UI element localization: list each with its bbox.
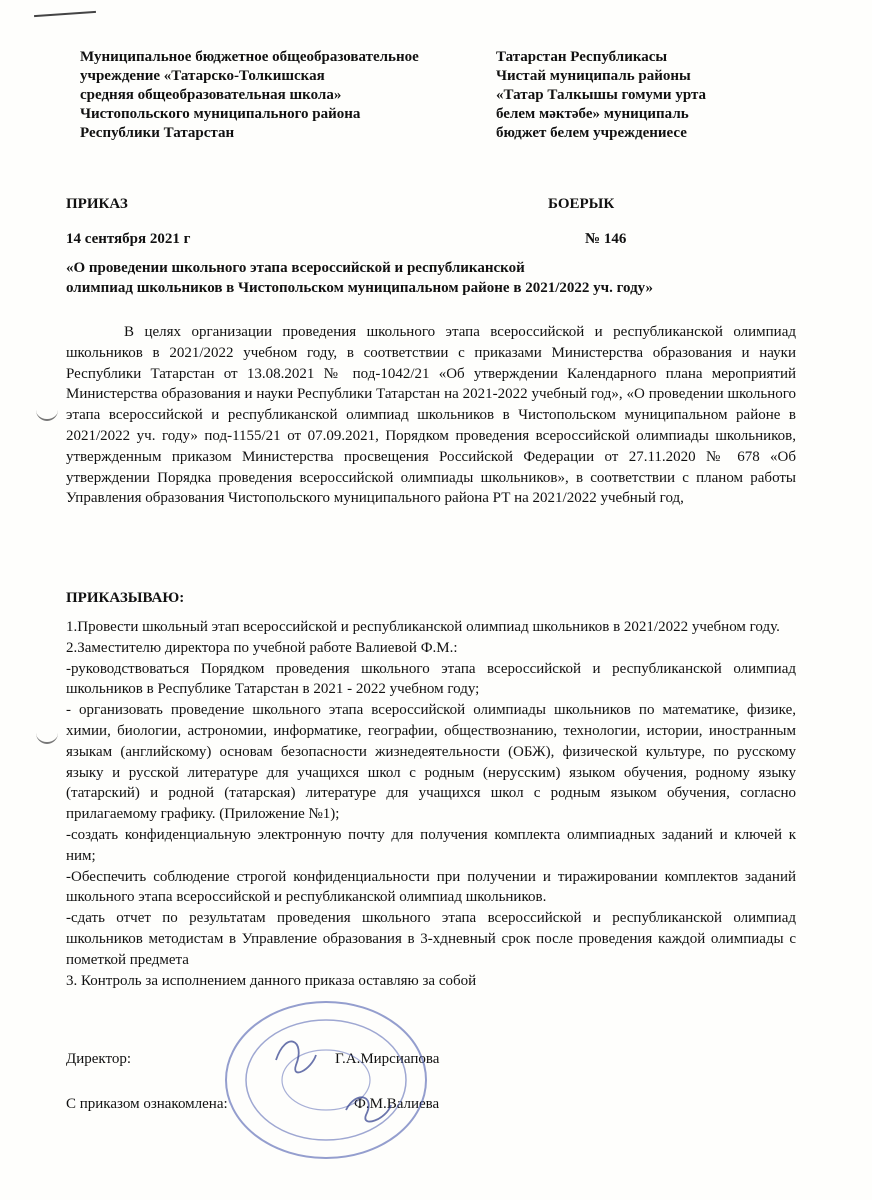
- punch-hole-mark: [36, 728, 58, 744]
- order-title: [66, 258, 826, 298]
- preamble-paragraph: В целях организации проведения школьного этапа всероссийской и республиканской олимпиад школьников в 2021/2022 учебном году, в соответствии с приказами Министерства образования и науки Республики Татарстан от 13.08.2021 № под-1042/21 «Об утверждении Календарного плана мероприятий Министерства образования и науки Республики Татарстан на 2021-2022 учебный год», «О проведении школьного этапа всероссийской и республиканской олимпиад школьников в Чистопольском муниципальном районе в 2021/2022 уч. году» под-1155/21 от 07.09.2021, Порядком проведения всероссийской олимпиады школьников, утвержденным приказом Министерства просвещения Российской Федерации от 27.11.2020 № 678 «Об утверждении Порядка проведения всероссийской олимпиады школьников», в соответствии с планом работы Управления образования Чистопольского муниципального района РТ на 2021/2022 учебный год,: [66, 324, 796, 507]
- order-item: 3. Контроль за исполнением данного приказа оставляю за собой: [66, 972, 477, 989]
- order-items: [66, 617, 796, 991]
- official-stamp: [216, 1000, 446, 1180]
- header-right-institution: [496, 48, 796, 143]
- header-left-line: Чистопольского муниципального района: [80, 106, 361, 122]
- order-item: 2.Заместителю директора по учебной работе Валиевой Ф.М.:: [66, 639, 458, 656]
- punch-hole-mark: [36, 405, 58, 421]
- order-label-ru: ПРИКАЗ: [66, 196, 128, 212]
- header-right-line: «Татар Талкышы гомуми урта: [496, 87, 707, 103]
- director-label: Директор:: [66, 1051, 132, 1067]
- order-item: 1.Провести школьный этап всероссийской и республиканской олимпиад школьников в 2021/2022 учебном году.: [66, 619, 780, 635]
- order-item: -сдать отчет по результатам проведения школьного этапа всероссийской и республиканской олимпиад школьников методистам в Управление образования в 3-хдневный срок после проведения каждой олимпиады с пометкой предмета: [66, 910, 796, 968]
- director-name: Г.А.Мирсиапова: [335, 1051, 440, 1067]
- order-number: № 146: [585, 231, 627, 247]
- preamble: [66, 322, 796, 509]
- header-right-line: Татарстан Республикасы: [496, 49, 668, 65]
- header-right-line: белем мәктәбе» муниципаль: [496, 106, 689, 122]
- order-date: 14 сентября 2021 г: [66, 231, 191, 247]
- header-right-line: бюджет белем учреждениесе: [496, 125, 687, 141]
- header-left-line: учреждение «Татарско-Толкишская: [80, 68, 325, 84]
- scan-artifact: [34, 11, 96, 17]
- order-item: -Обеспечить соблюдение строгой конфиденциальности при получении и тиражировании комплектов заданий школьного этапа всероссийской и республиканской олимпиад школьников.: [66, 868, 796, 906]
- prikazyvayu-heading: ПРИКАЗЫВАЮ:: [66, 590, 185, 606]
- header-left-line: Республики Татарстан: [80, 125, 235, 141]
- header-left-institution: [80, 48, 460, 143]
- order-title-line: «О проведении школьного этапа всероссийской и республиканской: [66, 260, 525, 276]
- order-item: -руководствоваться Порядком проведения школьного этапа всероссийской и республиканской олимпиад школьников в Республике Татарстан в 2021 - 2022 учебном году;: [66, 660, 796, 698]
- order-item: -создать конфиденциальную электронную почту для получения комплекта олимпиадных заданий и ключей к ним;: [66, 826, 796, 864]
- acknowledgement-label: С приказом ознакомлена:: [66, 1096, 228, 1112]
- header-right-line: Чистай муниципаль районы: [496, 68, 691, 84]
- header-left-line: Муниципальное бюджетное общеобразовательное: [80, 49, 419, 65]
- acknowledgement-name: Ф.М.Валиева: [354, 1096, 440, 1112]
- order-label-tt: БОЕРЫК: [548, 196, 615, 212]
- order-title-line: олимпиад школьников в Чистопольском муниципальном районе в 2021/2022 уч. году»: [66, 280, 654, 296]
- order-item: - организовать проведение школьного этапа всероссийской олимпиады школьников по математике, физике, химии, биологии, астрономии, информатике, географии, обществознанию, технологии, истории, иностранным языкам (английскому) основам безопасности жизнедеятельности (ОБЖ), физической культуре, по русскому языку и русской литературе для учащихся школ с родным (нерусским) языком обучения, родному языку (татарский) и родной (татарская) литературе для учащихся школ с родным языком обучения, согласно прилагаемому графику. (Приложение №1);: [66, 702, 796, 823]
- header-left-line: средняя общеобразовательная школа»: [80, 87, 342, 103]
